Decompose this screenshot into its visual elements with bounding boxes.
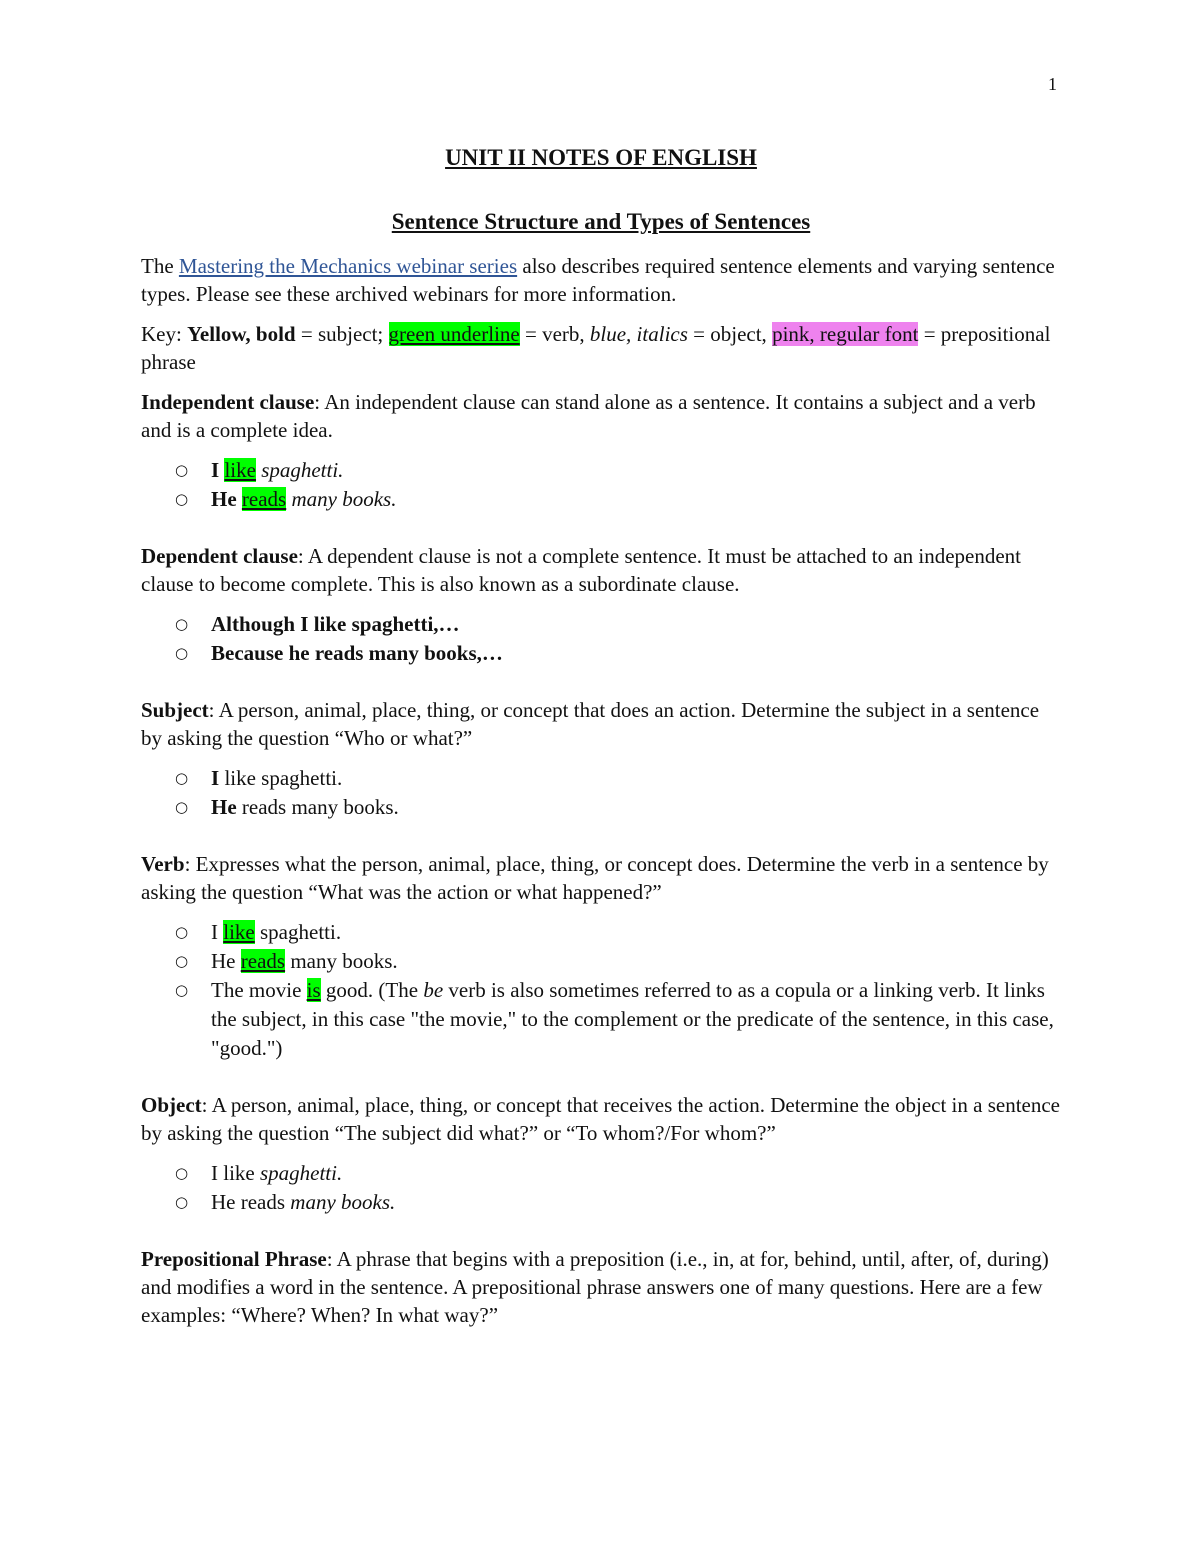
list-item: ○ He reads many books. xyxy=(211,947,1061,976)
intro-paragraph: The Mastering the Mechanics webinar series also describes required sentence elements and varying sentence types. Please see these archived webinars for more information. xyxy=(141,254,1055,306)
bullet-icon: ○ xyxy=(175,1193,189,1211)
object-definition: Object: A person, animal, place, thing, or concept that receives the action. Determine the object in a sentence by asking the question “The subject did what?” or “To whom?/For whom?” xyxy=(141,1093,1061,1145)
key-subject: Yellow, bold xyxy=(187,322,296,346)
list-item: ○ He reads many books. xyxy=(211,485,1061,514)
bullet-icon: ○ xyxy=(175,769,189,787)
list-item: ○ I like spaghetti. xyxy=(211,918,1061,947)
prepositional-phrase-definition: Prepositional Phrase: A phrase that begins with a preposition (i.e., in, at for, behind, until, after, of, during) and modifies a word in the sentence. A prepositional phrase answers one of many questions. Here are a few examples: “Where? When? In what way?” xyxy=(141,1247,1049,1327)
bullet-icon: ○ xyxy=(175,981,189,999)
bullet-icon: ○ xyxy=(175,798,189,816)
prepositional-phrase-term: Prepositional Phrase xyxy=(141,1247,327,1271)
subject-term: Subject xyxy=(141,698,209,722)
key-paragraph: Key: Yellow, bold = subject; green underline = verb, blue, italics = object, pink, regular font = prepositional phrase xyxy=(141,322,1051,374)
document-title: UNIT II NOTES OF ENGLISH xyxy=(445,145,757,170)
list-item: ○ I like spaghetti. xyxy=(211,456,1061,485)
webinar-series-link[interactable]: Mastering the Mechanics webinar series xyxy=(178,254,518,278)
object-examples xyxy=(141,1159,1061,1217)
key-object: blue, italics xyxy=(589,322,688,346)
list-item: ○ I like spaghetti. xyxy=(211,1159,1061,1188)
list-item: ○ He reads many books. xyxy=(211,793,1061,822)
subject-definition: Subject: A person, animal, place, thing, or concept that does an action. Determine the subject in a sentence by asking the question “Who or what?” xyxy=(141,698,1040,750)
key-prepositional: pink, regular font xyxy=(772,322,919,346)
list-item: ○ He reads many books. xyxy=(211,1188,1061,1217)
bullet-icon: ○ xyxy=(175,644,189,662)
object-term: Object xyxy=(141,1093,202,1117)
list-item: ○ Because he reads many books,… xyxy=(211,639,1061,668)
verb-examples xyxy=(141,918,1061,1063)
bullet-icon: ○ xyxy=(175,952,189,970)
bullet-icon: ○ xyxy=(175,923,189,941)
bullet-icon: ○ xyxy=(175,461,189,479)
verb-term: Verb xyxy=(141,852,185,876)
list-item: ○ Although I like spaghetti,… xyxy=(211,610,1061,639)
subject-examples xyxy=(141,764,1061,822)
independent-clause-term: Independent clause xyxy=(141,390,315,414)
independent-clause-examples xyxy=(141,456,1061,514)
dependent-clause-definition: Dependent clause: A dependent clause is not a complete sentence. It must be attached to an independent clause to become complete. This is also known as a subordinate clause. xyxy=(141,544,1022,596)
list-item: ○ I like spaghetti. xyxy=(211,764,1061,793)
verb-definition: Verb: Expresses what the person, animal, place, thing, or concept does. Determine the verb in a sentence by asking the question “What was the action or what happened?” xyxy=(141,852,1049,904)
bullet-icon: ○ xyxy=(175,615,189,633)
independent-clause-definition: Independent clause: An independent clause can stand alone as a sentence. It contains a subject and a verb and is a complete idea. xyxy=(141,390,1036,442)
dependent-clause-term: Dependent clause xyxy=(141,544,298,568)
bullet-icon: ○ xyxy=(175,490,189,508)
bullet-icon: ○ xyxy=(175,1164,189,1182)
list-item: ○ The movie is good. (The be verb is also sometimes referred to as a copula or a linking verb. It links the subject, in this case "the movie," to the complement or the predicate of the sentence, in this case, "good.") xyxy=(175,978,1054,1060)
document-body xyxy=(141,138,1061,1341)
dependent-clause-examples xyxy=(141,610,1061,668)
key-verb: green underline xyxy=(388,322,520,346)
page-number: 1 xyxy=(1048,74,1057,94)
document-subtitle: Sentence Structure and Types of Sentences xyxy=(391,209,811,234)
